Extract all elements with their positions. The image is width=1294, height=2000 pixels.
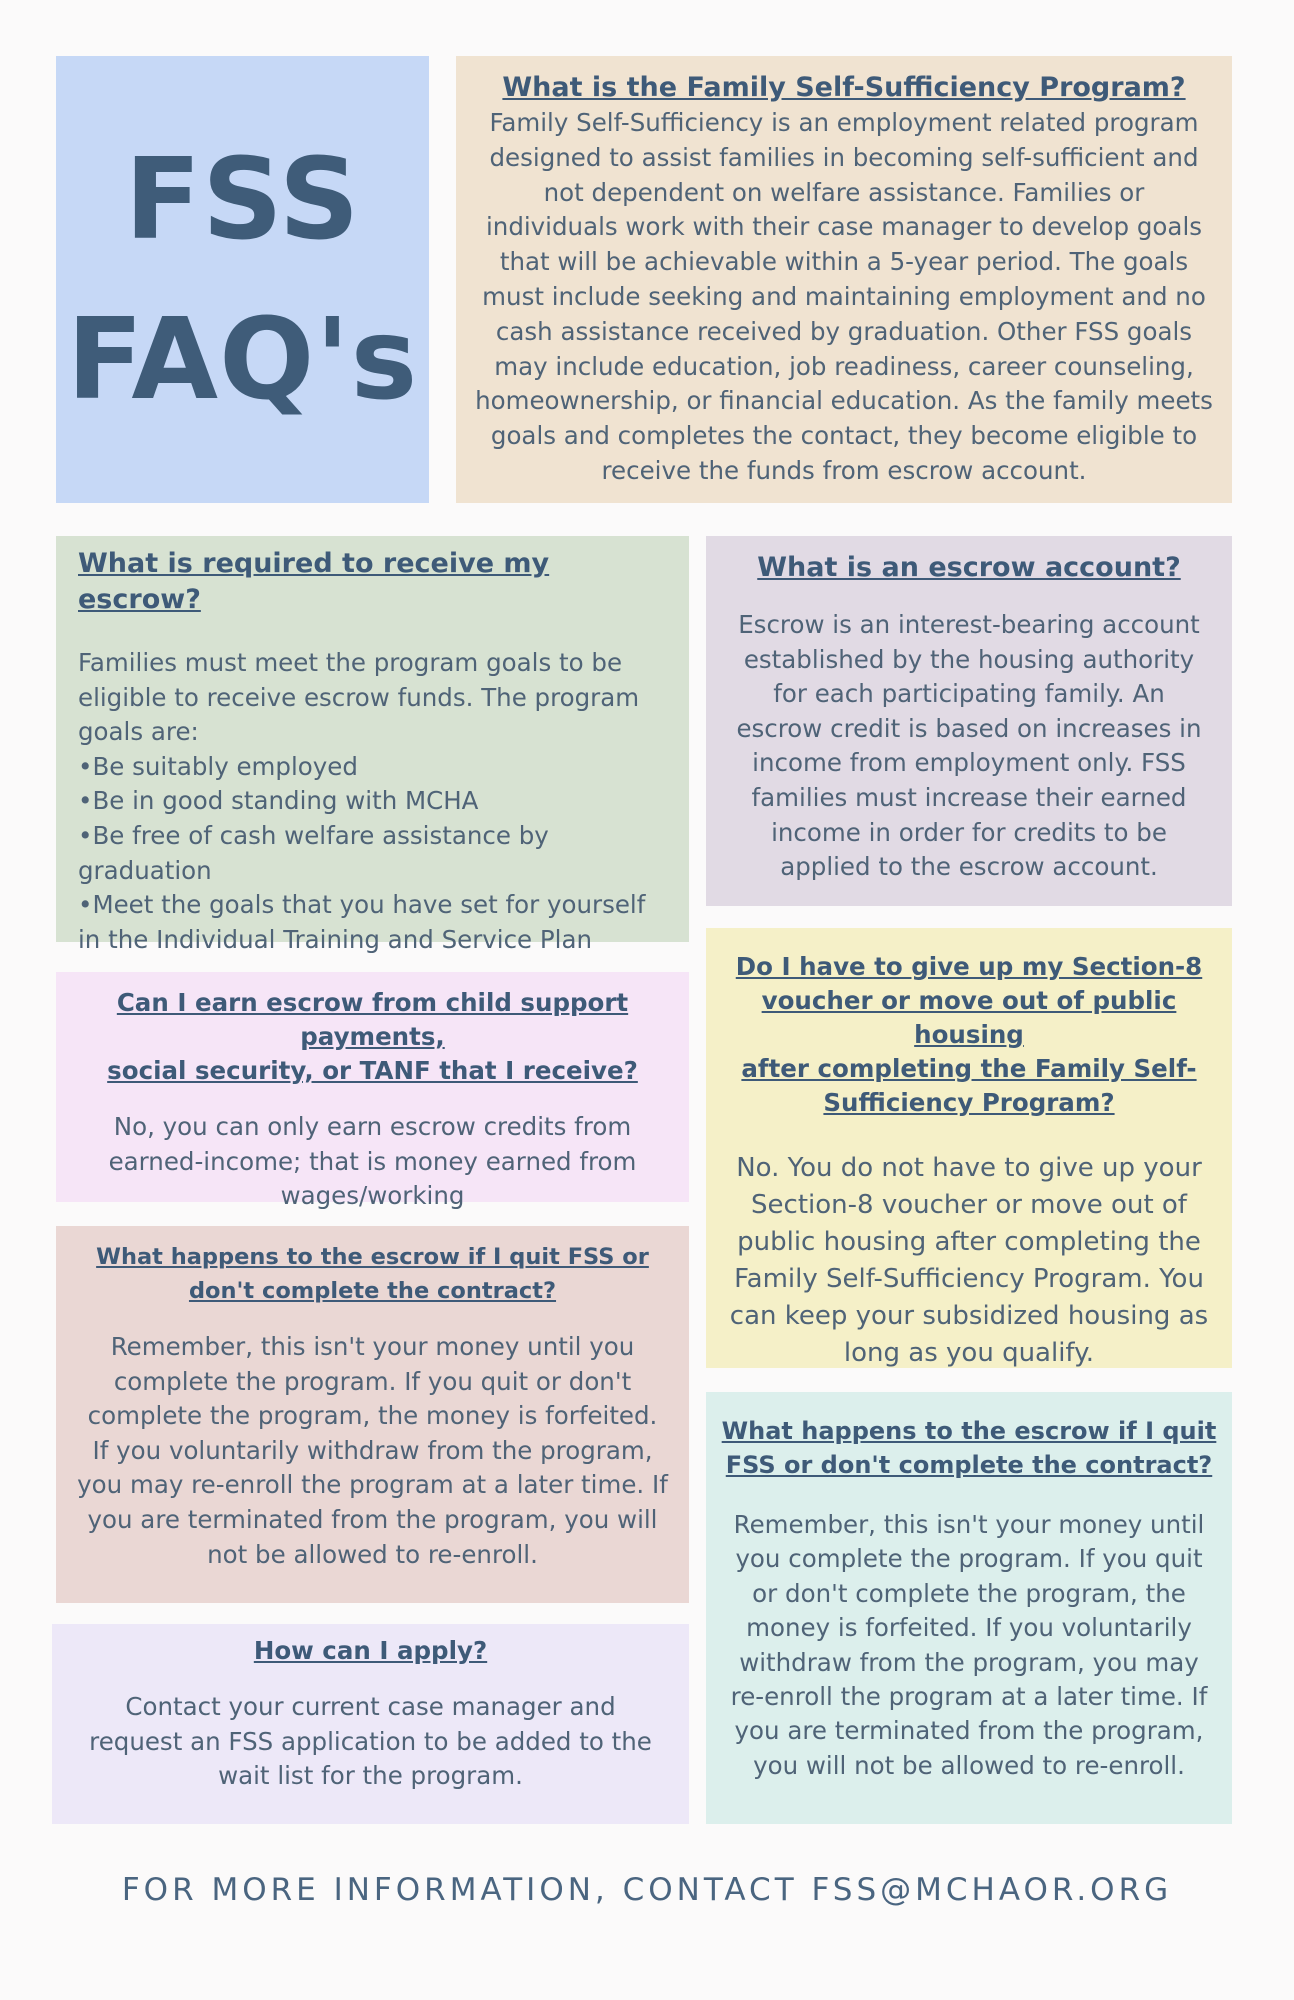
answer-line: complete the program. If you quit or don't	[113, 1366, 632, 1396]
faq-section-8	[706, 928, 1232, 1368]
answer-line: •Be suitably employed	[78, 751, 358, 781]
answer-line: receive the funds from escrow account.	[601, 455, 1087, 485]
faq-heading	[66, 986, 679, 1088]
answer-line: Families must meet the program goals to be	[78, 648, 623, 677]
answer-line: Section-8 voucher or move out of	[751, 1190, 1187, 1220]
faq-heading	[712, 950, 1226, 1120]
answer-line: homeownership, or financial education. As the family meets	[475, 386, 1213, 416]
answer-line: re-enroll the program at a later time. If	[730, 1682, 1208, 1712]
faq-heading: What is the Family Self-Sufficiency Program?	[502, 72, 1186, 103]
answer-line: you may re-enroll the program at a later time. If	[77, 1470, 668, 1500]
faq-escrow-requirements	[56, 536, 689, 954]
answer-line: goals are:	[78, 717, 199, 747]
answer-line: escrow credit is based on increases in	[736, 713, 1202, 743]
answer-line: families must increase their earned	[751, 782, 1187, 812]
faq-quit-escrow-left	[56, 1226, 689, 1603]
answer-line: can keep your subsidized housing as	[729, 1301, 1209, 1331]
answer-line: you will not be allowed to re-enroll.	[753, 1750, 1185, 1780]
answer-line: may include education, job readiness, career counseling,	[494, 351, 1194, 381]
faq-heading	[66, 1240, 679, 1308]
answer-line: not dependent on welfare assistance. Families or	[543, 177, 1145, 207]
answer-line: public housing after completing the	[737, 1227, 1201, 1257]
answer-line: wages/working	[280, 1181, 465, 1211]
answer-line: not be allowed to re-enroll.	[207, 1539, 538, 1569]
faq-answer	[78, 646, 667, 957]
answer-line: eligible to receive escrow funds. The program	[78, 682, 640, 712]
title-block	[56, 56, 429, 503]
answer-line: you are terminated from the program,	[734, 1716, 1204, 1746]
faq-answer	[66, 1330, 679, 1572]
answer-line: •Meet the goals that you have set for yourself	[78, 890, 646, 920]
answer-line: Family Self-Sufficiency is an employment related program	[489, 108, 1199, 137]
faq-heading: How can I apply?	[253, 1636, 488, 1665]
answer-line: Remember, this isn't your money until	[733, 1510, 1205, 1539]
faq-answer	[714, 1508, 1224, 1783]
answer-line: withdraw from the program, you may	[739, 1647, 1199, 1677]
answer-line: that will be achievable within a 5-year period. The goals	[499, 247, 1189, 277]
faq-heading: What is required to receive my escrow?	[78, 548, 550, 615]
answer-line: income in order for credits to be	[771, 817, 1167, 847]
answer-line: you are terminated from the program, you will	[87, 1504, 658, 1534]
answer-line: No. You do not have to give up your	[736, 1153, 1202, 1183]
answer-line: for each participating family. An	[773, 679, 1165, 709]
answer-line: •Be in good standing with MCHA	[78, 786, 479, 816]
faq-heading	[714, 1414, 1224, 1482]
answer-line: No, you can only earn escrow credits from	[113, 1112, 632, 1141]
answer-line: Contact your current case manager and	[125, 1692, 616, 1721]
heading-line: social security, or TANF that I receive?	[107, 1056, 638, 1085]
answer-line: individuals work with their case manager to develop goals	[485, 212, 1203, 242]
faq-answer	[466, 106, 1222, 489]
answer-line: request an FSS application to be added to the	[89, 1726, 652, 1756]
heading-line: What happens to the escrow if I quit FSS or	[96, 1244, 649, 1270]
answer-line: designed to assist families in becoming self-sufficient and	[489, 142, 1199, 172]
faq-answer	[62, 1690, 679, 1794]
answer-line: graduation	[78, 855, 212, 885]
faq-child-support	[56, 972, 689, 1211]
contact-footer: FOR MORE INFORMATION, CONTACT FSS@MCHAOR.ORG	[121, 1872, 1173, 1908]
faq-what-is-fss	[456, 56, 1232, 503]
faq-quit-escrow-right	[706, 1392, 1232, 1824]
answer-line: cash assistance received by graduation. Other FSS goals	[495, 316, 1193, 346]
answer-line: •Be free of cash welfare assistance by	[78, 820, 549, 850]
answer-line: in the Individual Training and Service Plan	[78, 924, 593, 954]
answer-line: you complete the program. If you quit	[735, 1544, 1203, 1574]
faq-answer	[712, 1150, 1226, 1372]
heading-line: don't complete the contract?	[188, 1278, 557, 1304]
heading-line: FSS or don't complete the contract?	[725, 1451, 1213, 1479]
answer-line: established by the housing authority	[743, 644, 1195, 674]
answer-line: Family Self-Sufficiency Program. You	[734, 1264, 1204, 1294]
faq-answer	[66, 1110, 679, 1214]
answer-line: Escrow is an interest-bearing account	[738, 610, 1200, 639]
title-fss: FSS	[124, 134, 361, 265]
faq-heading: What is an escrow account?	[757, 552, 1181, 583]
heading-line: What happens to the escrow if I quit	[721, 1417, 1217, 1445]
heading-line: after completing the Family Self-	[741, 1054, 1197, 1083]
faq-answer	[720, 608, 1218, 885]
answer-line: money is forfeited. If you voluntarily	[746, 1613, 1192, 1643]
heading-line: Sufficiency Program?	[823, 1088, 1115, 1117]
answer-line: goals and completes the contact, they become eligible to	[490, 421, 1198, 451]
answer-line: applied to the escrow account.	[780, 852, 1158, 882]
faq-escrow-account	[706, 536, 1232, 906]
heading-line: voucher or move out of public housing	[761, 986, 1177, 1049]
title-faqs: FAQ's	[66, 294, 419, 425]
heading-line: Do I have to give up my Section-8	[735, 952, 1203, 981]
answer-line: must include seeking and maintaining employment and no	[482, 281, 1206, 311]
answer-line: wait list for the program.	[218, 1761, 523, 1791]
answer-line: earned-income; that is money earned from	[108, 1146, 637, 1176]
heading-line: Can I earn escrow from child support payments,	[116, 988, 629, 1051]
answer-line: complete the program, the money is forfeited.	[87, 1401, 658, 1431]
answer-line: or don't complete the program, the	[752, 1578, 1186, 1608]
answer-line: Remember, this isn't your money until you	[110, 1332, 635, 1361]
answer-line: income from employment only. FSS	[752, 748, 1186, 778]
faq-how-to-apply	[52, 1624, 689, 1824]
answer-line: long as you qualify.	[843, 1338, 1095, 1368]
answer-line: If you voluntarily withdraw from the program,	[92, 1435, 653, 1465]
